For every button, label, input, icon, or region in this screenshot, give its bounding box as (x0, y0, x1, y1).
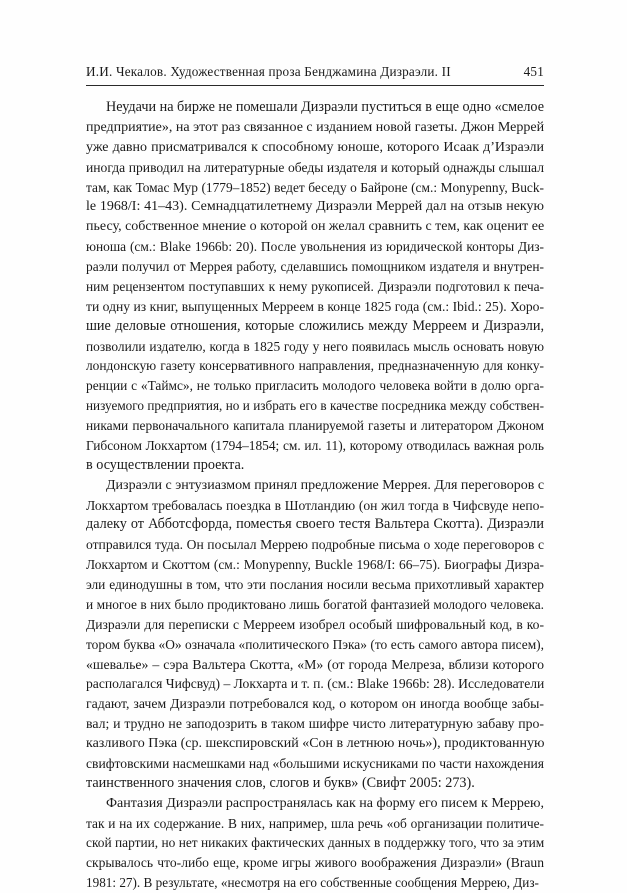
text-line: раэли получил от Меррея работу, сделавшись помощником издателя и внутрен- (86, 259, 544, 274)
text-line: Локхартом требовалась поездка в Шотландию (он жил тогда в Чифсвуде непо- (86, 497, 544, 513)
text-line: позволили издателю, когда в 1825 году у него появилась мысль основать новую (86, 338, 544, 354)
text-line: лондонскую газету консервативного направления, предназначенную для конку- (86, 358, 544, 374)
text-line: юноша (см.: Blake 1966b: 20). После увольнения из юридической конторы Диз- (86, 239, 544, 255)
header-rule (86, 85, 544, 86)
text-line: Дизраэли с энтузиазмом принял предложение Меррея. Для переговоров с (106, 477, 544, 493)
text-line: ской партии, но нет никаких фактических данных в поддержку того, что за этим (86, 835, 544, 851)
text-line: Гибсоном Локхартом (1794–1854; см. ил. 11), которому отводилась важная роль (86, 437, 544, 453)
text-line: и многое в них было продиктовано лишь богатой фантазией молодого человека. (86, 596, 544, 612)
text-line: гадают, зачем Дизраэли потребовался код, о котором он иногда вообще забы- (86, 696, 544, 712)
text-line: казливого Пэка (ср. шекспировский «Сон в летнюю ночь»), продиктованную (86, 736, 544, 751)
text-line: Фантазия Дизраэли распространялась как на форму его писем к Меррею, (106, 795, 544, 811)
text-line: эли единодушны в том, что эти послания носили весьма прихотливый характер (86, 577, 544, 592)
text-line: скрывалось что-либо еще, кроме игры живого воображения Дизраэли» (Braun (86, 855, 544, 871)
text-line: ним рецензентом поступавших к нему рукописей. Дизраэли подготовил к печа- (86, 278, 544, 294)
text-line: там, как Томас Мур (1779–1852) ведет беседу о Байроне (см.: Monypenny, Buck- (86, 179, 544, 195)
text-line: так и на их содержание. В них, например, шла речь «об организации политиче- (86, 815, 544, 831)
text-line: вал; и трудно не заподозрить в таком шифре чисто литературную забаву про- (86, 716, 544, 732)
text-line: уже давно присматривался к способному юноше, которого Исаак д’Израэли (86, 139, 544, 155)
text-line: «шевалье» – сэра Вальтера Скотта, «М» (от города Мелреза, вблизи которого (86, 656, 544, 672)
text-line: иногда приводил на литературные обеды издателя и который однажды слышал (86, 159, 544, 175)
text-line: предприятие», на этот раз связанное с изданием новой газеты. Джон Меррей (86, 119, 544, 135)
text-line: далеку от Абботсфорда, поместья своего тестя Вальтера Скотта). Дизраэли (86, 516, 544, 533)
paragraph (86, 98, 544, 476)
text-line: le 1968/I: 41–43). Семнадцатилетнему Дизраэли Меррей дал на отзыв некую (86, 199, 544, 215)
body-text (86, 98, 544, 893)
text-line: Неудачи на бирже не помешали Дизраэли пуститься в еще одно «смелое (106, 99, 544, 115)
text-line: Локхартом и Скоттом (см.: Monypenny, Buckle 1968/I: 66–75). Биографы Дизра- (86, 557, 544, 573)
text-line: в осуществлении проекта. (86, 456, 245, 473)
running-title: И.И. Чекалов. Художественная проза Бенджамина Дизраэли. II (86, 64, 451, 79)
text-line: ренции с «Таймс», не только пригласить молодого человека войти в долю орга- (86, 378, 544, 394)
text-line: таинственного значения слов, слогов и букв» (Свифт 2005: 273). (86, 774, 475, 791)
text-line: тором буква «О» означала «политического Пэка» (то есть самого автора писем), (86, 636, 544, 652)
paragraph (86, 794, 544, 893)
text-line: шие деловые отношения, которые сложились между Мерреем и Дизраэли, (86, 317, 544, 334)
text-line: никами первоначального капитала планируемой газеты и литератором Джоном (86, 418, 544, 433)
paragraph (86, 476, 544, 794)
text-line: ти одну из книг, выпущенных Мерреем в конце 1825 года (см.: Ibid.: 25). Хоро- (86, 298, 544, 314)
text-line: располагался Чифсвуд) – Локхарта и т. п. (см.: Blake 1966b: 28). Исследователи (86, 676, 544, 692)
page-number: 451 (523, 64, 544, 79)
text-line: пьесу, собственное мнение о которой он желал сравнить с тем, как оценит ее (86, 219, 544, 235)
text-line: свифтовскими насмешками над «большими искусниками по части нахождения (86, 755, 544, 771)
text-line: Дизраэли для переписки с Мерреем изобрел особый шифровальный код, в ко- (86, 616, 544, 632)
text-line: 1981: 27). В результате, «несмотря на его собственные сообщения Меррею, Диз- (86, 875, 539, 891)
text-line: низуемого предприятия, но и избрать его в качестве посредника между собствен- (86, 398, 544, 414)
text-line: отправился туда. Он посылал Меррею подробные письма о ходе переговоров с (86, 537, 544, 553)
